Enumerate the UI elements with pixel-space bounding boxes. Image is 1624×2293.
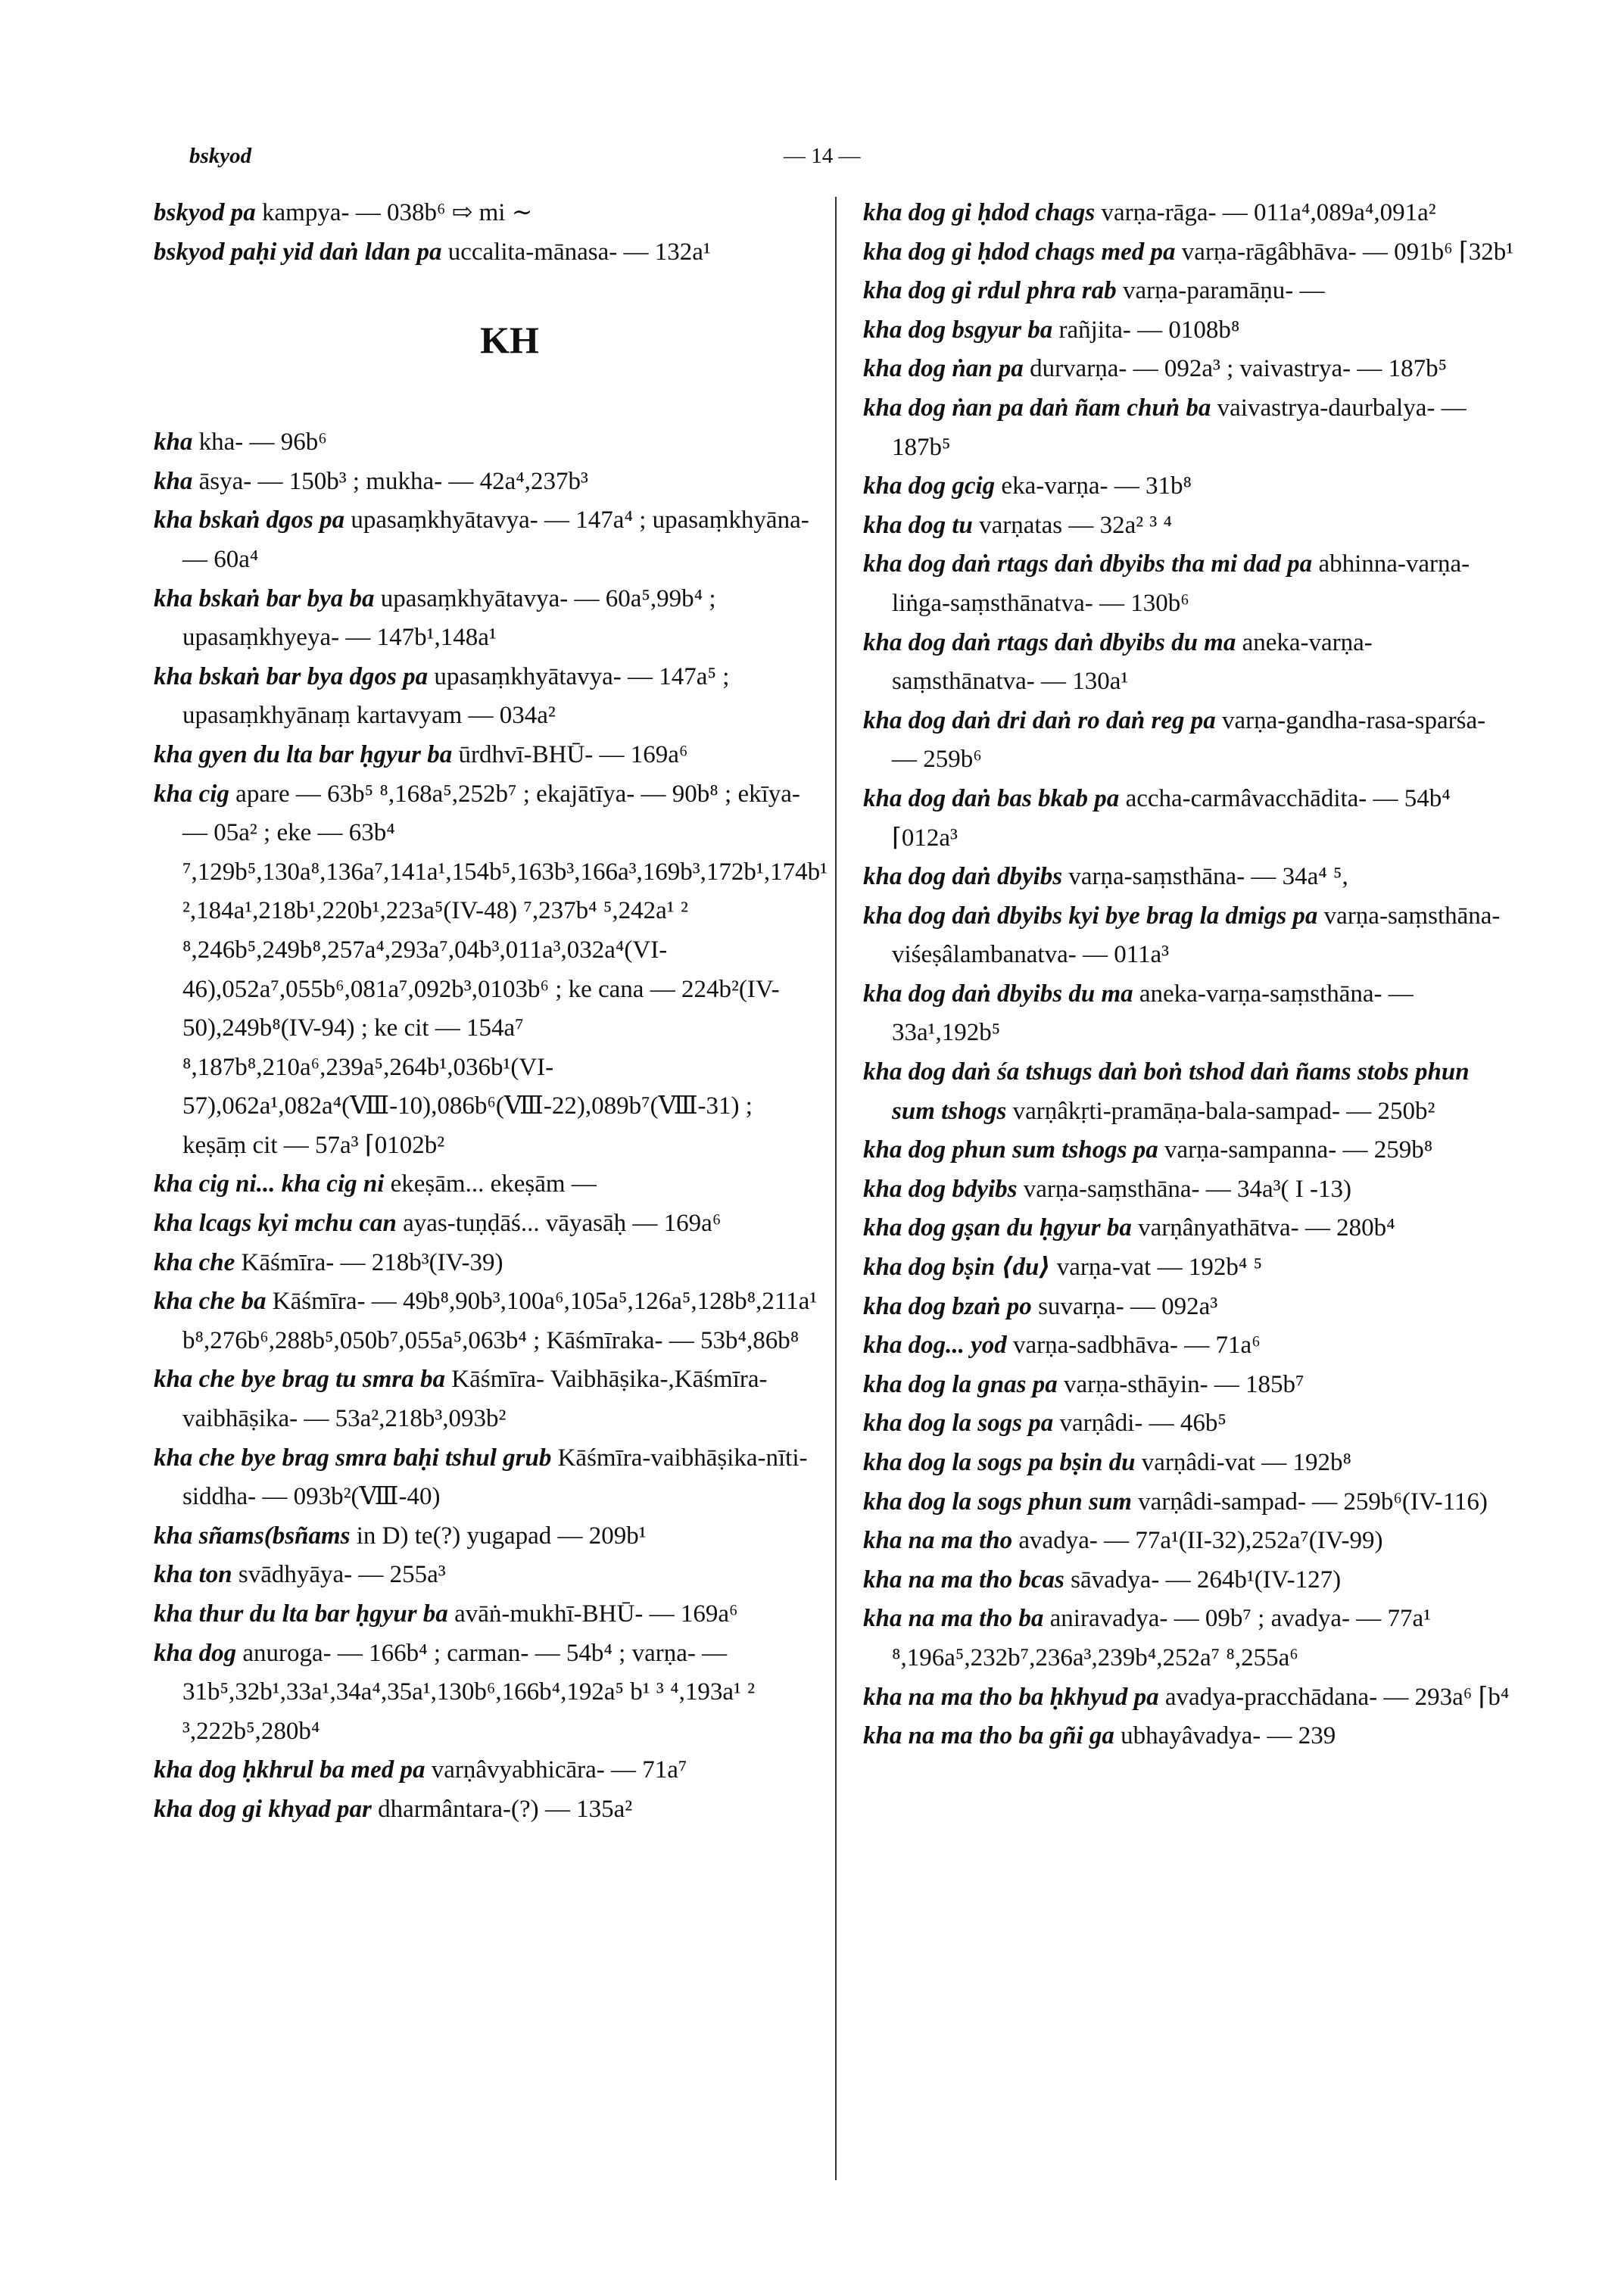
entry-text: ayas-tuṇḍāś... vāyasāḥ — 169a⁶ bbox=[396, 1210, 722, 1238]
entry-text: aniravadya- — 09b⁷ ; avadya- — 77a¹ ⁸,196a⁵,232b⁷,236a³,239b⁴,252a⁷ ⁸,255a⁶ bbox=[892, 1605, 1432, 1671]
dictionary-entry bbox=[863, 1170, 1514, 1210]
entry-headword: kha na ma tho bbox=[863, 1527, 1013, 1555]
left-main-entries bbox=[154, 423, 828, 1829]
entry-text: varṇa-vat — 192b⁴ ⁵ bbox=[1050, 1254, 1263, 1282]
entry-headword: kha gyen du lta bar ḥgyur ba bbox=[154, 740, 453, 768]
dictionary-entry bbox=[154, 1790, 820, 1830]
entry-headword: kha bskaṅ dgos pa bbox=[154, 506, 345, 534]
dictionary-entry bbox=[863, 350, 1514, 389]
entry-text: aneka-varṇa-saṃsthāna- — 33a¹,192b⁵ bbox=[892, 980, 1414, 1047]
dictionary-entry bbox=[863, 624, 1514, 702]
entry-headword: kha bbox=[154, 467, 193, 495]
entry-headword: kha dog la sogs phun sum bbox=[863, 1488, 1132, 1516]
entry-text: varṇa-rāgâbhāva- — 091b⁶ ⌈32b¹ bbox=[1175, 238, 1514, 266]
dictionary-entry bbox=[863, 1209, 1514, 1248]
dictionary-entry bbox=[863, 1483, 1514, 1522]
column-divider bbox=[835, 197, 837, 2180]
entry-headword: kha dog bzaṅ po bbox=[863, 1292, 1032, 1320]
entry-text: ubhayâvadya- — 239 bbox=[1114, 1722, 1336, 1750]
dictionary-entry bbox=[863, 1326, 1514, 1366]
entry-headword: kha dog daṅ dri daṅ ro daṅ reg pa bbox=[863, 706, 1216, 734]
dictionary-entry bbox=[154, 1360, 820, 1438]
entry-headword: kha dog ṅan pa daṅ ñam chuṅ ba bbox=[863, 394, 1211, 422]
entry-headword: bskyod pa bbox=[154, 199, 256, 226]
entry-text: uccalita-mānasa- — 132a¹ bbox=[441, 238, 711, 266]
entry-headword: kha che bbox=[154, 1248, 235, 1276]
dictionary-entry bbox=[154, 1439, 820, 1517]
dictionary-entry bbox=[863, 1561, 1514, 1600]
entry-headword: kha che bye brag smra baḥi tshul grub bbox=[154, 1444, 552, 1472]
dictionary-entry bbox=[863, 702, 1514, 780]
entry-headword: kha dog daṅ rtags daṅ dbyibs du ma bbox=[863, 628, 1236, 656]
dictionary-entry bbox=[154, 1634, 820, 1752]
dictionary-entry bbox=[154, 1595, 820, 1634]
entry-headword: kha dog daṅ dbyibs du ma bbox=[863, 980, 1133, 1008]
entry-headword: kha dog daṅ rtags daṅ dbyibs tha mi dad pa bbox=[863, 550, 1313, 578]
entry-headword: kha dog gi ḥdod chags bbox=[863, 199, 1096, 226]
dictionary-entry bbox=[154, 233, 820, 273]
entry-text: vaivastrya-daurbalya- — 187b⁵ bbox=[892, 394, 1467, 461]
dictionary-entry bbox=[154, 775, 828, 1166]
dictionary-entry bbox=[863, 311, 1514, 350]
entry-headword: kha dog gi rdul phra rab bbox=[863, 277, 1117, 305]
dictionary-entry bbox=[863, 389, 1514, 467]
entry-text: Kāśmīra- Vaibhāṣika-,Kāśmīra-vaibhāṣika- — 53a²,218b³,093b² bbox=[182, 1366, 768, 1433]
entry-headword: kha bskaṅ bar bya ba bbox=[154, 584, 375, 612]
dictionary-entry bbox=[863, 1248, 1514, 1288]
entry-headword: kha che bye brag tu smra ba bbox=[154, 1366, 446, 1394]
dictionary-entry bbox=[863, 1600, 1514, 1678]
dictionary-entry bbox=[863, 1522, 1514, 1561]
entry-headword: kha na ma tho ba gñi ga bbox=[863, 1722, 1114, 1750]
dictionary-entry bbox=[863, 1444, 1514, 1483]
entry-headword: bskyod paḥi yid daṅ ldan pa bbox=[154, 238, 442, 266]
right-entries bbox=[863, 194, 1514, 1756]
entry-headword: kha dog bsgyur ba bbox=[863, 316, 1053, 344]
entry-text: ekeṣām... ekeṣām — bbox=[384, 1170, 597, 1198]
entry-text: Kāśmīra-vaibhāṣika-nīti-siddha- — 093b²(Ⅷ-40) bbox=[182, 1444, 808, 1511]
entry-headword: kha dog la gnas pa bbox=[863, 1370, 1058, 1398]
entry-headword: kha dog bbox=[154, 1639, 237, 1667]
dictionary-entry bbox=[154, 1556, 820, 1595]
entry-headword: kha dog la sogs pa bbox=[863, 1410, 1054, 1438]
dictionary-entry bbox=[863, 975, 1514, 1053]
dictionary-entry bbox=[154, 1244, 820, 1283]
entry-text: avadya-pracchādana- — 293a⁶ ⌈b⁴ bbox=[1158, 1683, 1510, 1711]
dictionary-entry bbox=[863, 467, 1514, 506]
entry-headword: kha dog tu bbox=[863, 511, 973, 539]
dictionary-entry bbox=[154, 1165, 820, 1204]
entry-text: suvarṇa- — 092a³ bbox=[1031, 1292, 1218, 1320]
dictionary-entry bbox=[154, 423, 820, 463]
entry-headword: kha na ma tho ba ḥkhyud pa bbox=[863, 1683, 1159, 1711]
entry-text: varṇâvyabhicāra- — 71a⁷ bbox=[425, 1756, 687, 1784]
running-head: bskyod bbox=[189, 144, 252, 168]
dictionary-entry bbox=[154, 658, 820, 736]
entry-text: accha-carmâvacchādita- — 54b⁴ ⌈012a³ bbox=[892, 784, 1451, 852]
entry-text: avāṅ-mukhī-BHŪ- — 169a⁶ bbox=[447, 1600, 738, 1628]
entry-text: varṇa-paramāṇu- — bbox=[1116, 277, 1325, 305]
dictionary-entry bbox=[863, 1288, 1514, 1327]
entry-text: in D) te(?) yugapad — 209b¹ bbox=[350, 1522, 647, 1550]
entry-text: varṇa-gandha-rasa-sparśa- — 259b⁶ bbox=[892, 706, 1486, 774]
dictionary-entry bbox=[863, 1404, 1514, 1444]
page-number: — 14 — bbox=[784, 144, 861, 168]
entry-text: anuroga- — 166b⁴ ; carman- — 54b⁴ ; varṇa- — 31b⁵,32b¹,33a¹,34a⁴,35a¹,130b⁶,166b⁴,192a⁵ b¹ ³ ⁴,193a¹ ² ³,222b⁵,280b⁴ bbox=[182, 1639, 756, 1745]
entry-text: kampya- — 038b⁶ ⇨ mi ∼ bbox=[255, 199, 533, 226]
entry-headword: kha dog gi ḥdod chags med pa bbox=[863, 238, 1176, 266]
entry-headword: kha ton bbox=[154, 1561, 232, 1589]
entry-text: upasaṃkhyātavya- — 147a⁴ ; upasaṃkhyāna- — 60a⁴ bbox=[182, 506, 809, 573]
section-letter: KH bbox=[480, 319, 539, 362]
entry-headword: kha dog daṅ dbyibs kyi bye brag la dmigs pa bbox=[863, 902, 1318, 930]
entry-headword: kha dog gcig bbox=[863, 472, 996, 500]
entry-text: aneka-varṇa-saṃsthānatva- — 130a¹ bbox=[892, 628, 1373, 696]
dictionary-entry bbox=[863, 858, 1514, 897]
entry-text: Kāśmīra- — 49b⁸,90b³,100a⁶,105a⁵,126a⁵,128b⁸,211a¹ b⁸,276b⁶,288b⁵,050b⁷,055a⁵,063b⁴ ; Kāśmīraka- — 53b⁴,86b⁸ bbox=[182, 1288, 818, 1354]
entry-text: varṇa-sadbhāva- — 71a⁶ bbox=[1006, 1332, 1261, 1360]
entry-text: ūrdhvī-BHŪ- — 169a⁶ bbox=[452, 740, 688, 768]
entry-headword: kha na ma tho ba bbox=[863, 1605, 1044, 1633]
dictionary-entry bbox=[154, 463, 820, 502]
entry-headword: kha dog phun sum tshogs pa bbox=[863, 1136, 1158, 1164]
entry-text: varṇa-sthāyin- — 185b⁷ bbox=[1057, 1370, 1304, 1398]
dictionary-entry bbox=[154, 1282, 820, 1360]
entry-text: durvarṇa- — 092a³ ; vaivastrya- — 187b⁵ bbox=[1023, 355, 1448, 383]
entry-text: varṇâkṛti-pramāṇa-bala-sampad- — 250b² bbox=[1006, 1097, 1435, 1125]
entry-headword: kha sñams(bsñams bbox=[154, 1522, 351, 1550]
dictionary-entry bbox=[863, 194, 1514, 233]
entry-headword: kha che ba bbox=[154, 1288, 267, 1316]
dictionary-entry bbox=[863, 506, 1514, 546]
entry-text: varṇâdi-vat — 192b⁸ bbox=[1135, 1449, 1351, 1476]
entry-text: apare — 63b⁵ ⁸,168a⁵,252b⁷ ; ekajātīya- — 90b⁸ ; ekīya- — 05a² ; eke — 63b⁴ ⁷,129b⁵,130a⁸,136a⁷,141a¹,154b⁵,163b³,166a³,169b³,172b¹,174b¹ ²,184a¹,218b¹,220b¹,223a⁵(IV-48) ⁷,237b⁴ ⁵,242a¹ ² ⁸,246b⁵,249b⁸,257a⁴,293a⁷,04b³,011a³,032a⁴(VI-46),052a⁷,055b⁶,081a⁷,092b³,0103b⁶ ; ke cana — 224b²(IV-50),249b⁸(IV-94) ; ke cit — 154a⁷ ⁸,187b⁸,210a⁶,239a⁵,264b¹,036b¹(VI-57),062a¹,082a⁴(Ⅷ-10),086b⁶(Ⅷ-22),089b⁷(Ⅷ-31) ; keṣāṃ cit — 57a³ ⌈0102b² bbox=[182, 780, 828, 1159]
entry-headword: kha dog ṅan pa bbox=[863, 355, 1024, 383]
entry-text: varṇa-saṃsthāna-viśeṣâlambanatva- — 011a³ bbox=[892, 902, 1501, 969]
entry-headword: kha bskaṅ bar bya dgos pa bbox=[154, 662, 429, 690]
entry-headword: kha dog daṅ bas bkab pa bbox=[863, 784, 1120, 812]
entry-text: avadya- — 77a¹(II-32),252a⁷(IV-99) bbox=[1012, 1527, 1383, 1555]
dictionary-entry bbox=[863, 780, 1514, 858]
entry-headword: kha dog... yod bbox=[863, 1332, 1007, 1360]
entry-text: varṇa-saṃsthāna- — 34a⁴ ⁵, bbox=[1062, 863, 1348, 891]
left-column bbox=[154, 194, 828, 1830]
entry-text: upasaṃkhyātavya- — 60a⁵,99b⁴ ; upasaṃkhyeya- — 147b¹,148a¹ bbox=[182, 584, 716, 652]
dictionary-entry bbox=[154, 1204, 820, 1244]
entry-text: varṇa-sampanna- — 259b⁸ bbox=[1158, 1136, 1433, 1164]
entry-headword: kha dog bṣin ⟨du⟩ bbox=[863, 1254, 1051, 1282]
entry-text: varṇânyathātva- — 280b⁴ bbox=[1131, 1214, 1395, 1242]
dictionary-entry bbox=[863, 545, 1514, 623]
dictionary-entry bbox=[863, 1131, 1514, 1170]
entry-headword: kha dog ḥkhrul ba med pa bbox=[154, 1756, 425, 1784]
entry-text: kha- — 96b⁶ bbox=[192, 428, 327, 456]
entry-headword: kha cig ni... kha cig ni bbox=[154, 1170, 385, 1198]
entry-headword: kha na ma tho bcas bbox=[863, 1566, 1064, 1594]
entry-headword: kha dog bdyibs bbox=[863, 1175, 1018, 1203]
entry-text: abhinna-varṇa-liṅga-saṃsthānatva- — 130b⁶ bbox=[892, 550, 1470, 617]
entry-headword: kha cig bbox=[154, 780, 229, 808]
entry-headword: kha thur du lta bar ḥgyur ba bbox=[154, 1600, 448, 1628]
entry-text: sāvadya- — 264b¹(IV-127) bbox=[1064, 1566, 1342, 1594]
entry-text: dharmântara-(?) — 135a² bbox=[371, 1795, 633, 1823]
dictionary-entry bbox=[863, 1678, 1514, 1718]
right-column bbox=[863, 194, 1514, 1756]
dictionary-entry bbox=[154, 194, 820, 233]
entry-headword: kha lcags kyi mchu can bbox=[154, 1210, 397, 1238]
dictionary-entry bbox=[863, 1053, 1514, 1131]
left-top-entries bbox=[154, 194, 820, 272]
dictionary-entry bbox=[154, 580, 820, 658]
dictionary-entry bbox=[154, 736, 820, 775]
entry-text: rañjita- — 0108b⁸ bbox=[1052, 316, 1240, 344]
entry-text: varṇa-rāga- — 011a⁴,089a⁴,091a² bbox=[1095, 199, 1436, 226]
entry-headword: kha dog daṅ dbyibs bbox=[863, 863, 1063, 891]
entry-text: eka-varṇa- — 31b⁸ bbox=[995, 472, 1192, 500]
entry-text: varṇatas — 32a² ³ ⁴ bbox=[972, 511, 1173, 539]
dictionary-entry bbox=[863, 272, 1514, 311]
entry-text: varṇâdi-sampad- — 259b⁶(IV-116) bbox=[1131, 1488, 1488, 1516]
dictionary-entry bbox=[154, 501, 820, 579]
dictionary-entry bbox=[863, 1366, 1514, 1405]
entry-text: varṇa-saṃsthāna- — 34a³( I -13) bbox=[1017, 1175, 1351, 1203]
entry-headword: kha dog daṅ śa tshugs daṅ boṅ tshod daṅ ñams stobs phun sum tshogs bbox=[863, 1058, 1470, 1125]
entry-text: svādhyāya- — 255a³ bbox=[232, 1561, 446, 1589]
dictionary-entry bbox=[863, 897, 1514, 975]
entry-text: āsya- — 150b³ ; mukha- — 42a⁴,237b³ bbox=[192, 467, 588, 495]
entry-text: upasaṃkhyātavya- — 147a⁵ ; upasaṃkhyānaṃ kartavyam — 034a² bbox=[182, 662, 730, 730]
dictionary-entry bbox=[863, 233, 1514, 273]
entry-headword: kha dog gṣan du ḥgyur ba bbox=[863, 1214, 1132, 1242]
entry-headword: kha dog la sogs pa bṣin du bbox=[863, 1449, 1136, 1476]
entry-headword: kha dog gi khyad par bbox=[154, 1795, 372, 1823]
entry-headword: kha bbox=[154, 428, 193, 456]
dictionary-entry bbox=[154, 1517, 820, 1556]
entry-text: Kāśmīra- — 218b³(IV-39) bbox=[235, 1248, 503, 1276]
dictionary-entry bbox=[154, 1751, 820, 1790]
dictionary-entry bbox=[863, 1717, 1514, 1756]
entry-text: varṇâdi- — 46b⁵ bbox=[1053, 1410, 1227, 1438]
